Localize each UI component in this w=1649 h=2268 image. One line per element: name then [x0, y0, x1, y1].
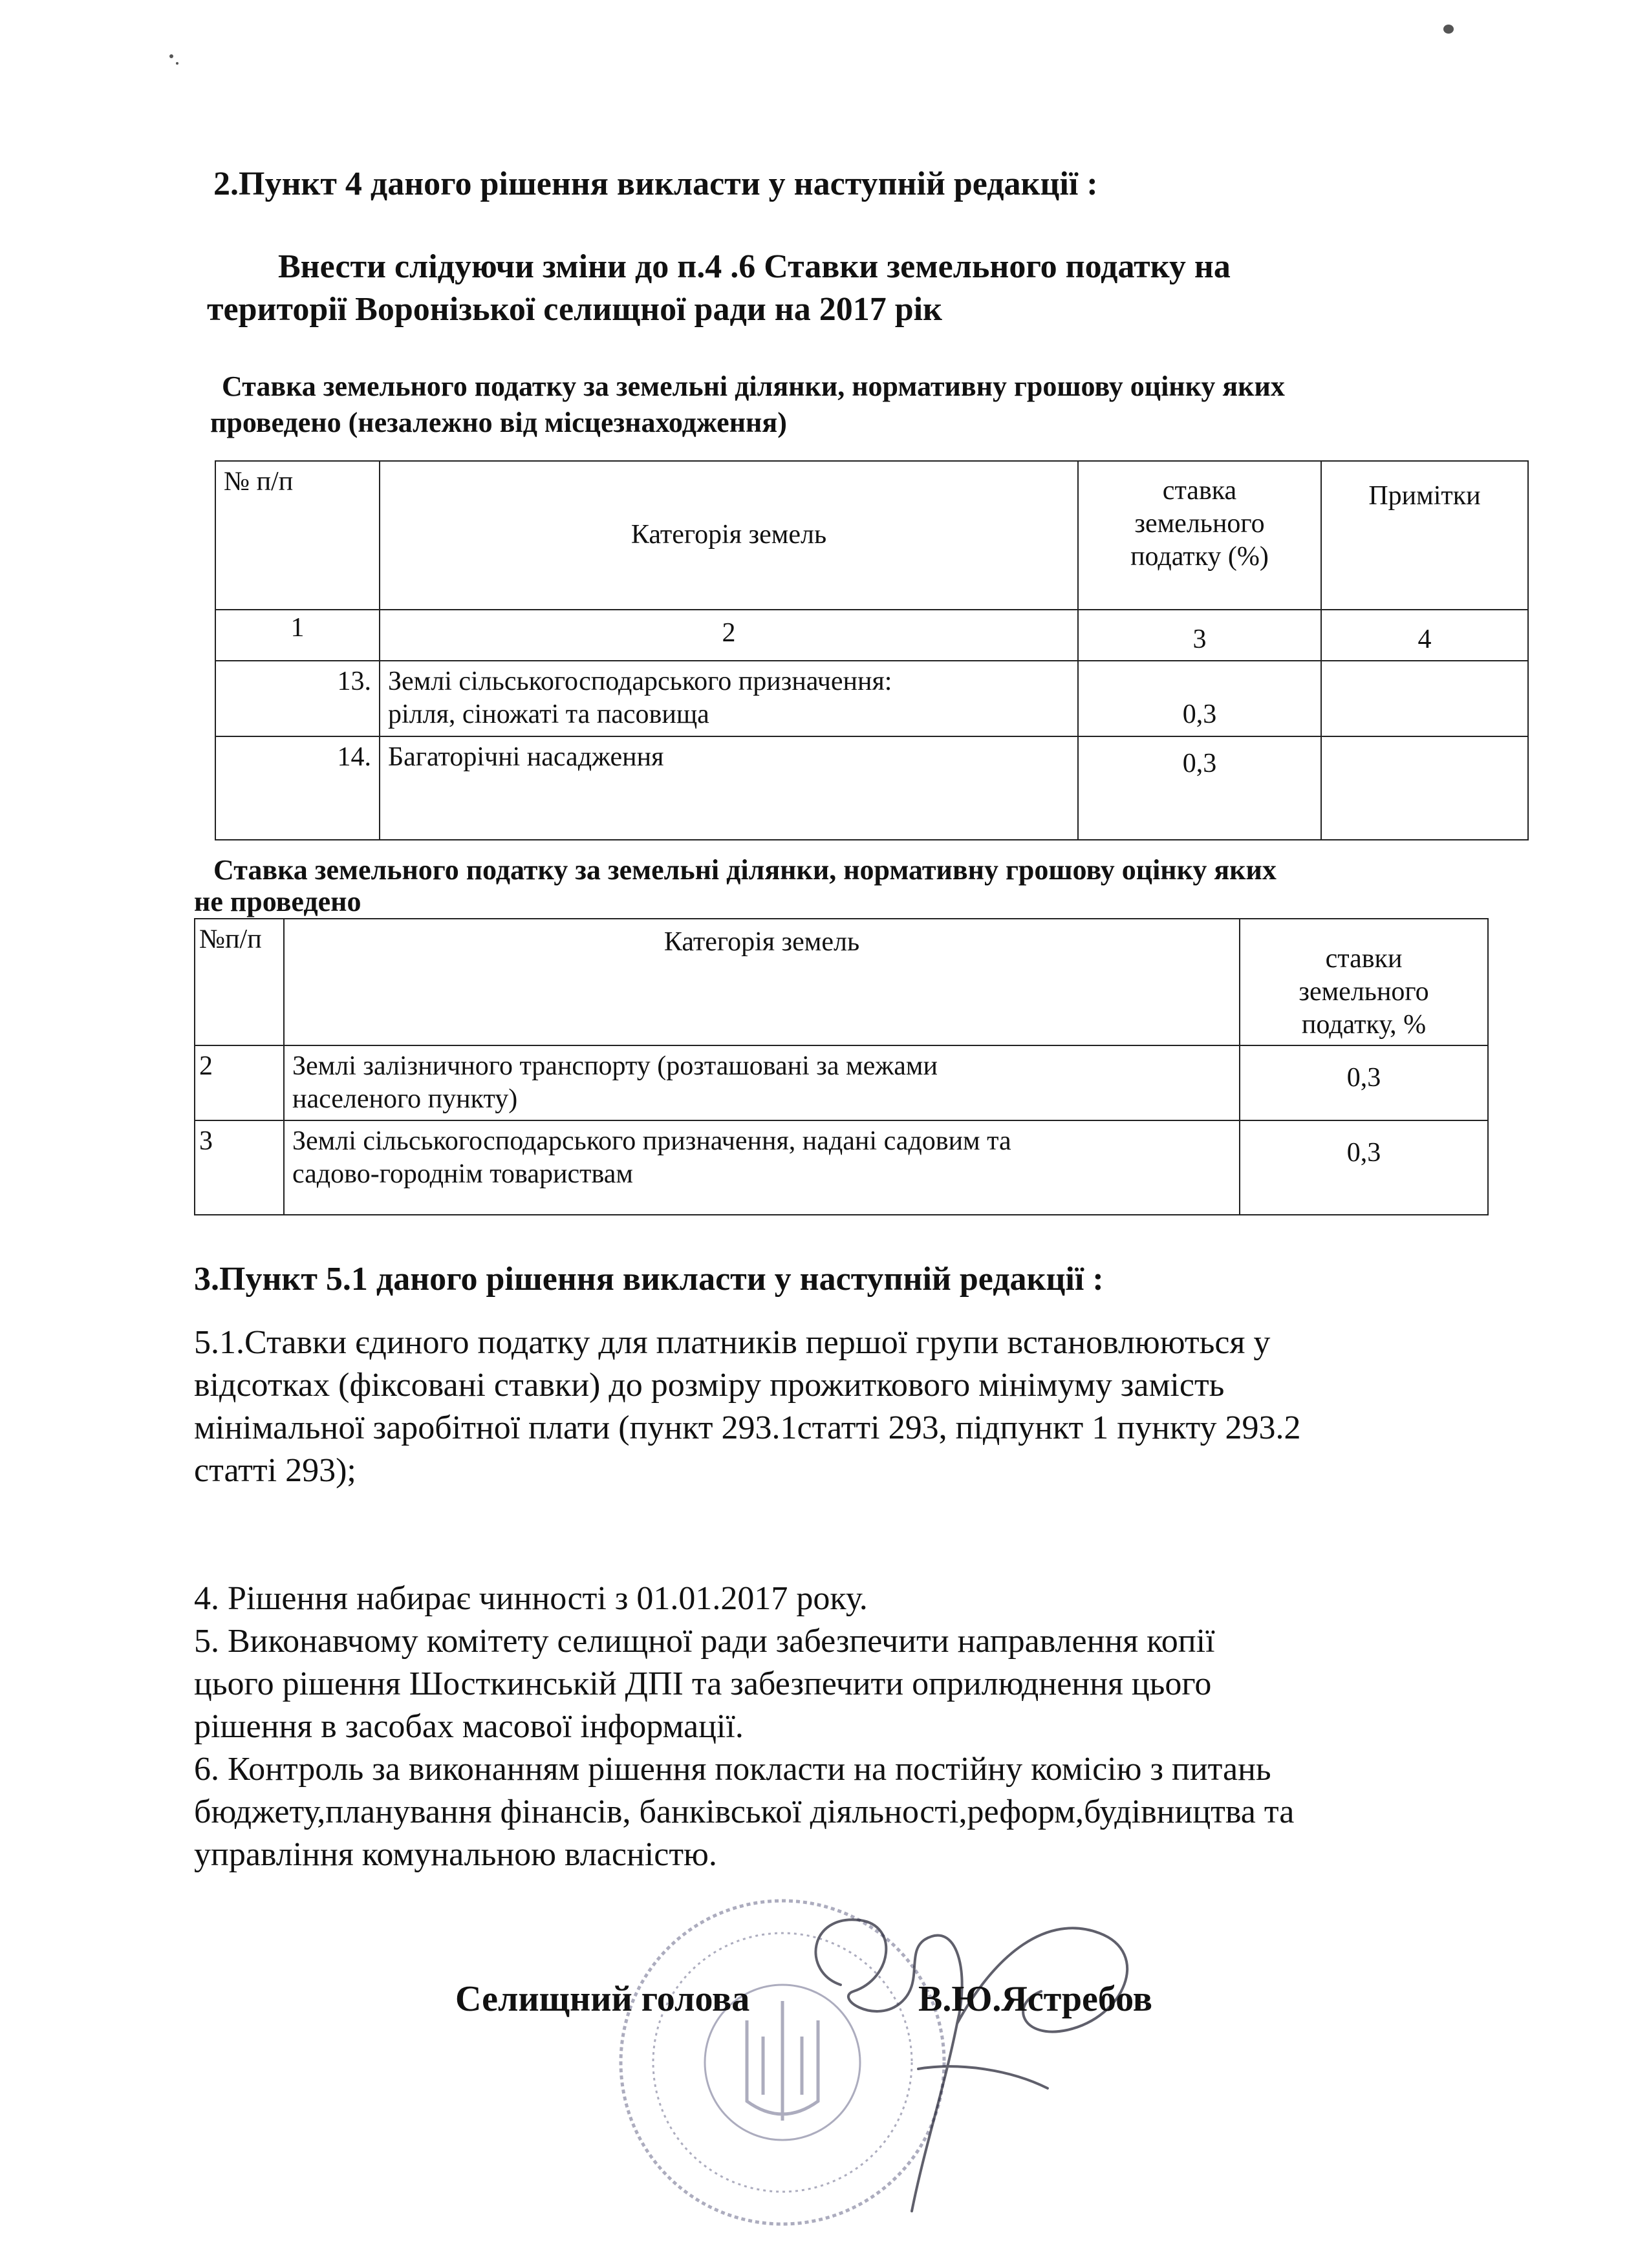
scan-speck: [169, 54, 173, 58]
row-category: [284, 1120, 1240, 1215]
item-line: управління комунальною власністю.: [194, 1836, 717, 1874]
row-notes: [1321, 661, 1528, 736]
section2-subheading: [207, 246, 1474, 330]
table-colnum-row: [215, 610, 1528, 661]
category-line: Багаторічні насадження: [388, 742, 664, 772]
row-rate: 0,3: [1240, 1120, 1488, 1215]
closing-items: [194, 1578, 1487, 1876]
handwritten-signature-icon: [763, 1875, 1177, 2237]
category-line: Землі сільськогосподарського призначення, надані садовим та: [292, 1126, 1011, 1157]
caption-line: Ставка земельного податку за земельні ділянки, нормативну грошову оцінку яких: [222, 370, 1285, 402]
row-num: 3: [195, 1120, 284, 1215]
scan-speck: [1443, 25, 1454, 34]
header-rate: ставки земельного податку, %: [1240, 919, 1488, 1045]
row-rate: 0,3: [1078, 661, 1321, 736]
category-line: Землі сільськогосподарського призначення:: [388, 667, 892, 697]
row-notes: [1321, 736, 1528, 840]
row-num: 13.: [215, 661, 380, 736]
row-num: 14.: [215, 736, 380, 840]
table-row: [195, 1120, 1488, 1215]
caption-line: не проведено: [194, 885, 361, 917]
item-line: рішення в засобах масової інформації.: [194, 1708, 744, 1746]
colnum-cell: 1: [215, 610, 380, 661]
header-num: № п/п: [215, 461, 380, 610]
category-line: садово-городнім товариствам: [292, 1159, 633, 1190]
subheading-line: території Воронізької селищної ради на 2017 рік: [207, 290, 943, 328]
item-line: цього рішення Шосткинській ДПІ та забезпечити оприлюднення цього: [194, 1665, 1212, 1703]
row-rate: 0,3: [1078, 736, 1321, 840]
table-row: [215, 661, 1528, 736]
item-6: [194, 1748, 1487, 1876]
category-line: населеного пункту): [292, 1084, 518, 1114]
header-category: Категорія земель: [380, 461, 1078, 610]
subheading-line: Внести слідуючи зміни до п.4 .6 Ставки земельного податку на: [278, 248, 1231, 285]
item-line: 6. Контроль за виконанням рішення покласти на постійну комісію з питань: [194, 1751, 1271, 1788]
row-rate: 0,3: [1240, 1045, 1488, 1120]
item-4: 4. Рішення набирає чинності з 01.01.2017 року.: [194, 1580, 868, 1617]
table-row: [215, 736, 1528, 840]
header-num: №п/п: [195, 919, 284, 1045]
item-line: бюджету,планування фінансів, банківської діяльності,реформ,будівництва та: [194, 1793, 1295, 1831]
table1-caption: [210, 369, 1478, 441]
header-category: Категорія земель: [284, 919, 1240, 1045]
colnum-cell: 4: [1321, 610, 1528, 661]
paragraph-line: мінімальної заробітної плати (пункт 293.1статті 293, підпункт 1 пункту 293.2: [194, 1409, 1301, 1447]
table-header-row: [195, 919, 1488, 1045]
scan-speck: [176, 62, 178, 65]
section2-heading: 2.Пункт 4 даного рішення викласти у наступній редакції :: [213, 166, 1098, 202]
paragraph-line: відсотках (фіксовані ставки) до розміру прожиткового мінімуму замість: [194, 1367, 1225, 1404]
row-category: [284, 1045, 1240, 1120]
paragraph-line: 5.1.Ставки єдиного податку для платників першої групи встановлюються у: [194, 1324, 1271, 1361]
row-category: [380, 736, 1078, 840]
caption-line: проведено (незалежно від місцезнаходження): [210, 406, 787, 438]
item-line: 5. Виконавчому комітету селищної ради забезпечити направлення копії: [194, 1623, 1215, 1660]
category-line: рілля, сіножаті та пасовища: [388, 700, 709, 730]
header-notes: Примітки: [1321, 461, 1528, 610]
table1: [215, 460, 1529, 840]
category-line: Землі залізничного транспорту (розташовані за межами: [292, 1051, 938, 1081]
header-rate: ставка земельного податку (%): [1078, 461, 1321, 610]
row-num: 2: [195, 1045, 284, 1120]
paragraph-line: статті 293);: [194, 1452, 356, 1490]
colnum-cell: 2: [380, 610, 1078, 661]
section3-heading: 3.Пункт 5.1 даного рішення викласти у наступній редакції :: [194, 1261, 1104, 1298]
item-5: [194, 1620, 1487, 1748]
table-row: [195, 1045, 1488, 1120]
signature-name: В.Ю.Ястребов: [918, 1979, 1153, 2019]
caption-line: Ставка земельного податку за земельні ділянки, нормативну грошову оцінку яких: [213, 854, 1277, 886]
table-header-row: [215, 461, 1528, 610]
section3-paragraph: [194, 1321, 1487, 1492]
row-category: [380, 661, 1078, 736]
colnum-cell: 3: [1078, 610, 1321, 661]
table2-caption: [194, 852, 1487, 915]
table2: [194, 918, 1489, 1215]
signature-title: Селищний голова: [455, 1979, 750, 2019]
